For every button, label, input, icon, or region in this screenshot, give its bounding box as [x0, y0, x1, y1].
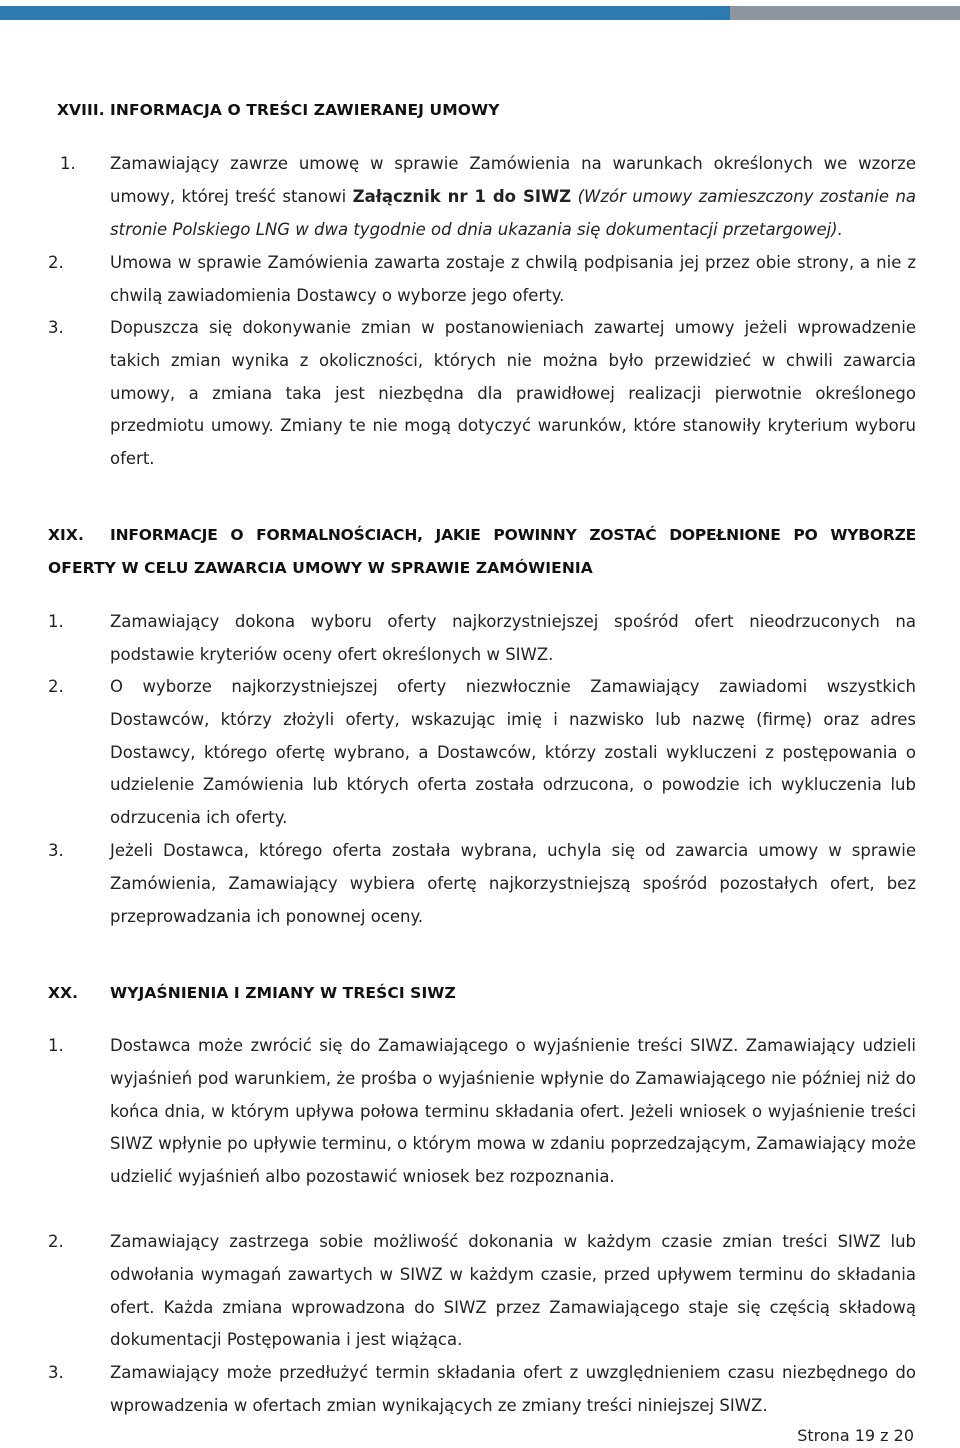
list-item: [48, 312, 916, 476]
attachment-reference: Załącznik nr 1 do SIWZ: [352, 186, 572, 206]
list-item: [48, 247, 916, 313]
section-title: WYJAŚNIENIA I ZMIANY W TREŚCI SIWZ: [110, 984, 456, 1002]
item-text: Zamawiający może przedłużyć termin składania ofert z uwzględnieniem czasu niezbędnego do wprowadzenia w ofertach zmian wynikających ze zmiany treści niniejszej SIWZ.: [110, 1363, 916, 1415]
section-title: INFORMACJE O FORMALNOŚCIACH, JAKIE POWINNY ZOSTAĆ DOPEŁNIONE PO WYBORZE: [110, 526, 916, 544]
item-number: 3.: [48, 318, 64, 337]
section-number: XVIII.: [57, 101, 105, 119]
item-number: 2.: [48, 677, 64, 696]
item-text: Jeżeli Dostawca, którego oferta została wybrana, uchyla się od zawarcia umowy w sprawie Zamówienia, Zamawiający wybiera ofertę najkorzystniejszą spośród pozostałych ofert, bez przeprowadzania ich ponownej oceny.: [110, 841, 916, 926]
item-text: O wyborze najkorzystniejszej oferty niezwłocznie Zamawiający zawiadomi wszystkich Dostawców, którzy złożyli oferty, wskazując imię i nazwisko lub nazwę (firmę) oraz adres Dostawcy, którego ofertę wybrano, a Dostawców, którzy zostali wykluczeni z postępowania o udzielenie Zamówienia lub których oferta została odrzucona, o powodzie ich wykluczenia lub odrzucenia ich oferty.: [110, 677, 916, 828]
list-item: [48, 1226, 916, 1357]
item-number: 2.: [48, 1232, 64, 1251]
item-number: 3.: [48, 841, 64, 860]
item-text: Dostawca może zwrócić się do Zamawiającego o wyjaśnienie treści SIWZ. Zamawiający udzieli wyjaśnień pod warunkiem, że prośba o wyjaśnienie wpłynie do Zamawiającego nie później niż do końca dnia, w którym upływa połowa terminu składania ofert. Jeżeli wniosek o wyjaśnienie treści SIWZ wpłynie po upływie terminu, o którym mowa w zdaniu poprzedzającym, Zamawiający może udzielić wyjaśnień albo pozostawić wniosek bez rozpoznania.: [110, 1036, 916, 1187]
item-text: Umowa w sprawie Zamówienia zawarta zostaje z chwilą podpisania jej przez obie strony, a nie z chwilą zawiadomienia Dostawcy o wyborze jego oferty.: [110, 253, 916, 305]
italic-note: (Wzór umowy zamieszczony zostanie na stronie Polskiego LNG w dwa tygodnie od dnia ukazania się dokumentacji przetargowej).: [110, 186, 917, 239]
list-item: [48, 835, 916, 933]
item-number: 2.: [48, 253, 64, 272]
list-item: [48, 1030, 916, 1194]
list-item: [48, 1357, 916, 1423]
item-text: Zamawiający dokona wyboru oferty najkorzystniejszej spośród ofert nieodrzuconych na podstawie kryteriów oceny ofert określonych w SIWZ.: [110, 612, 916, 664]
item-number: 1.: [48, 612, 64, 631]
list-item: [48, 606, 916, 672]
section-number: XIX.: [48, 526, 84, 544]
item-number: 1.: [60, 154, 76, 173]
item-text: Zamawiający zawrze umowę w sprawie Zamówienia na warunkach określonych we wzorze umowy, której treść stanowi Załącznik nr 1 do SIWZ (Wzór umowy zamieszczony zostanie na stronie Polskiego LNG w dwa tygodnie od dnia ukazania się dokumentacji przetargowej).: [110, 154, 917, 239]
page-number: Strona 19 z 20: [797, 1426, 914, 1445]
list-item: [48, 148, 916, 246]
item-text: Dopuszcza się dokonywanie zmian w postanowieniach zawartej umowy jeżeli wprowadzenie takich zmian wynika z okoliczności, których nie można było przewidzieć w chwili zawarcia umowy, a zmiana taka jest niezbędna dla prawidłowej realizacji pierwotnie określonego przedmiotu umowy. Zmiany te nie mogą dotyczyć warunków, które stanowiły kryterium wyboru ofert.: [110, 318, 916, 469]
item-number: 1.: [48, 1036, 64, 1055]
item-number: 3.: [48, 1363, 64, 1382]
list-item: [48, 671, 916, 835]
section-title-continued: OFERTY W CELU ZAWARCIA UMOWY W SPRAWIE ZAMÓWIENIA: [48, 559, 593, 577]
section-number: XX.: [48, 984, 79, 1002]
item-text: Zamawiający zastrzega sobie możliwość dokonania w każdym czasie zmian treści SIWZ lub odwołania wymagań zawartych w SIWZ w każdym czasie, przed upływem terminu do składania ofert. Każda zmiana wprowadzona do SIWZ przez Zamawiającego staje się częścią składową dokumentacji Postępowania i jest wiążąca.: [110, 1232, 916, 1350]
section-title: INFORMACJA O TREŚCI ZAWIERANEJ UMOWY: [110, 101, 500, 119]
